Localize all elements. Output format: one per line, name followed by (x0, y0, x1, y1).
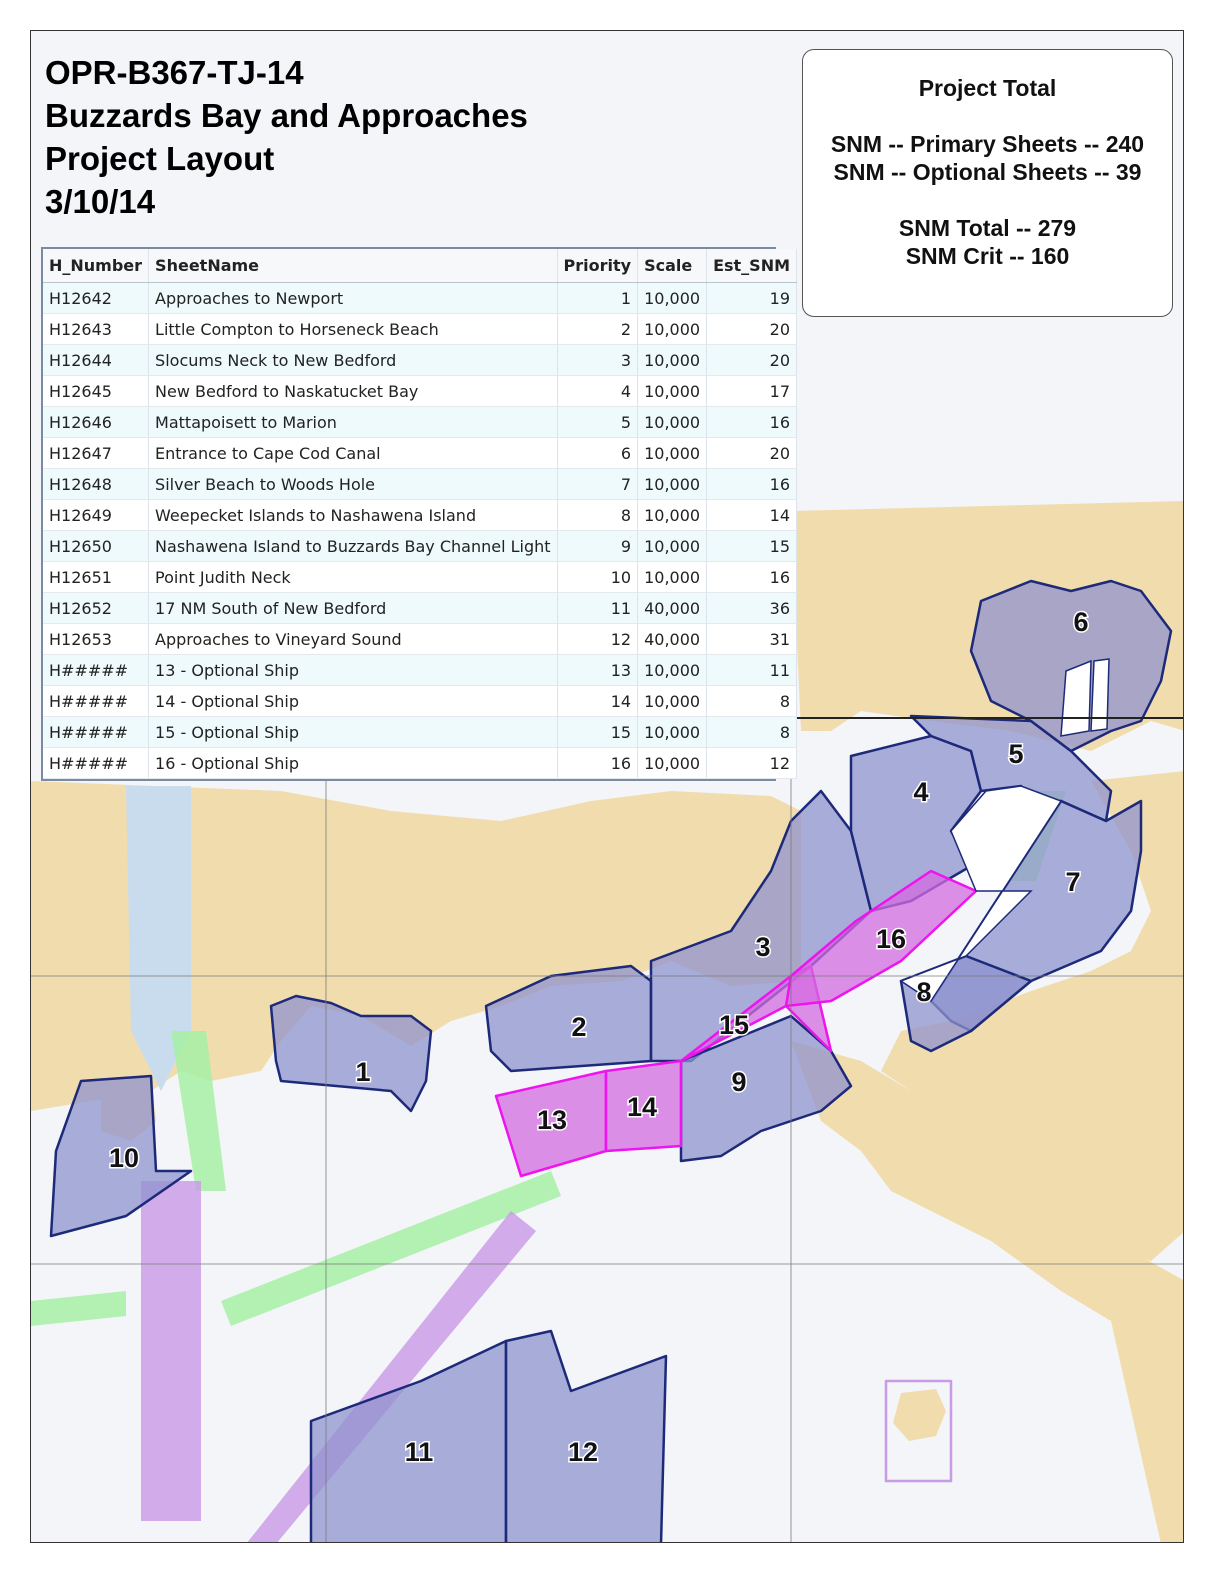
cell-h-number: H12652 (43, 593, 149, 624)
cell-priority: 8 (557, 500, 638, 531)
cell-est-snm: 31 (707, 624, 797, 655)
cell-priority: 16 (557, 748, 638, 779)
table-row (43, 500, 797, 531)
cell-priority: 12 (557, 624, 638, 655)
table-row (43, 469, 797, 500)
cell-scale: 10,000 (638, 314, 707, 345)
project-total-heading: Project Total (918, 75, 1057, 101)
cell-h-number: H12647 (43, 438, 149, 469)
cell-est-snm: 17 (707, 376, 797, 407)
table-row (43, 283, 797, 314)
cell-priority: 2 (557, 314, 638, 345)
col-h-number: H_Number (43, 249, 149, 283)
cell-sheet-name: Slocums Neck to New Bedford (149, 345, 557, 376)
cell-priority: 6 (557, 438, 638, 469)
cell-sheet-name: 16 - Optional Ship (149, 748, 557, 779)
cell-scale: 10,000 (638, 376, 707, 407)
sheet-label-15: 15 (718, 1010, 750, 1040)
cell-scale: 10,000 (638, 345, 707, 376)
cell-sheet-name: Point Judith Neck (149, 562, 557, 593)
title-project-name: Buzzards Bay and Approaches (45, 97, 528, 134)
cell-scale: 10,000 (638, 500, 707, 531)
excluded-block-a (1061, 661, 1091, 736)
cell-priority: 9 (557, 531, 638, 562)
sheet-label-14: 14 (626, 1092, 658, 1122)
cell-est-snm: 20 (707, 314, 797, 345)
table-row (43, 376, 797, 407)
table-row (43, 655, 797, 686)
cell-h-number: H##### (43, 655, 149, 686)
map-frame (30, 30, 1184, 1543)
sheet-label-7: 7 (1065, 867, 1081, 897)
table-row (43, 531, 797, 562)
table-row (43, 438, 797, 469)
snm-total: SNM Total -- 279 (898, 215, 1077, 241)
cell-sheet-name: 14 - Optional Ship (149, 686, 557, 717)
cell-est-snm: 36 (707, 593, 797, 624)
cell-sheet-name: New Bedford to Naskatucket Bay (149, 376, 557, 407)
cell-sheet-name: 15 - Optional Ship (149, 717, 557, 748)
sheet-label-13: 13 (536, 1105, 568, 1135)
cell-scale: 10,000 (638, 686, 707, 717)
cell-sheet-name: 13 - Optional Ship (149, 655, 557, 686)
cell-scale: 10,000 (638, 562, 707, 593)
cell-priority: 5 (557, 407, 638, 438)
table-row (43, 593, 797, 624)
table-row (43, 748, 797, 779)
cell-sheet-name: Approaches to Vineyard Sound (149, 624, 557, 655)
cell-h-number: H##### (43, 686, 149, 717)
cell-h-number: H12644 (43, 345, 149, 376)
title-block (45, 51, 528, 223)
cell-est-snm: 11 (707, 655, 797, 686)
sheet-label-6: 6 (1073, 607, 1089, 637)
table-row (43, 407, 797, 438)
cell-priority: 10 (557, 562, 638, 593)
cell-est-snm: 16 (707, 469, 797, 500)
cell-priority: 15 (557, 717, 638, 748)
cell-scale: 10,000 (638, 748, 707, 779)
sheets-table-panel (41, 247, 790, 781)
cell-sheet-name: Mattapoisett to Marion (149, 407, 557, 438)
cell-h-number: H12646 (43, 407, 149, 438)
sheet-label-11: 11 (404, 1437, 434, 1467)
col-priority: Priority (557, 249, 638, 283)
cell-est-snm: 14 (707, 500, 797, 531)
cell-est-snm: 12 (707, 748, 797, 779)
cell-est-snm: 16 (707, 562, 797, 593)
cell-est-snm: 19 (707, 283, 797, 314)
cell-sheet-name: Nashawena Island to Buzzards Bay Channel Light (149, 531, 557, 562)
cell-scale: 10,000 (638, 717, 707, 748)
cell-scale: 40,000 (638, 624, 707, 655)
cell-sheet-name: Silver Beach to Woods Hole (149, 469, 557, 500)
cell-est-snm: 8 (707, 717, 797, 748)
table-row (43, 314, 797, 345)
cell-h-number: H##### (43, 717, 149, 748)
cell-h-number: H12642 (43, 283, 149, 314)
cell-scale: 10,000 (638, 531, 707, 562)
cell-h-number: H12650 (43, 531, 149, 562)
cell-est-snm: 15 (707, 531, 797, 562)
cell-est-snm: 16 (707, 407, 797, 438)
cell-priority: 7 (557, 469, 638, 500)
table-row (43, 686, 797, 717)
title-project-code: OPR-B367-TJ-14 (45, 54, 304, 91)
sheet-label-9: 9 (731, 1067, 747, 1097)
col-scale: Scale (638, 249, 707, 283)
sheet-label-16: 16 (875, 924, 907, 954)
lane-purple-1 (141, 1181, 201, 1521)
table-row (43, 562, 797, 593)
excluded-block-b (1091, 659, 1109, 731)
project-total-box (802, 49, 1173, 317)
table-header-row (43, 249, 797, 283)
sheet-label-8: 8 (916, 977, 932, 1007)
cell-scale: 40,000 (638, 593, 707, 624)
cell-priority: 14 (557, 686, 638, 717)
cell-sheet-name: Weepecket Islands to Nashawena Island (149, 500, 557, 531)
cell-est-snm: 20 (707, 345, 797, 376)
title-date: 3/10/14 (45, 183, 156, 220)
snm-primary-sheets: SNM -- Primary Sheets -- 240 (830, 131, 1145, 157)
snm-optional-sheets: SNM -- Optional Sheets -- 39 (833, 159, 1142, 185)
title-layout: Project Layout (45, 140, 275, 177)
sheet-label-4: 4 (913, 777, 929, 807)
cell-scale: 10,000 (638, 407, 707, 438)
cell-scale: 10,000 (638, 469, 707, 500)
sheet-label-3: 3 (755, 932, 771, 962)
table-row (43, 345, 797, 376)
cell-h-number: H12645 (43, 376, 149, 407)
sheet-label-2: 2 (571, 1012, 587, 1042)
snm-crit: SNM Crit -- 160 (905, 243, 1070, 269)
cell-h-number: H12653 (43, 624, 149, 655)
sheets-table (43, 249, 797, 779)
cell-sheet-name: Approaches to Newport (149, 283, 557, 314)
cell-priority: 3 (557, 345, 638, 376)
cell-h-number: H12651 (43, 562, 149, 593)
sheet-label-1: 1 (355, 1057, 371, 1087)
cell-scale: 10,000 (638, 438, 707, 469)
cell-est-snm: 20 (707, 438, 797, 469)
sheet-label-5: 5 (1008, 739, 1024, 769)
cell-h-number: H12648 (43, 469, 149, 500)
cell-priority: 1 (557, 283, 638, 314)
col-sheet-name: SheetName (149, 249, 557, 283)
cell-priority: 13 (557, 655, 638, 686)
cell-h-number: H12643 (43, 314, 149, 345)
cell-sheet-name: Little Compton to Horseneck Beach (149, 314, 557, 345)
cell-priority: 11 (557, 593, 638, 624)
col-est-snm: Est_SNM (707, 249, 797, 283)
sheet-label-12: 12 (567, 1437, 599, 1467)
cell-h-number: H##### (43, 748, 149, 779)
table-row (43, 717, 797, 748)
cell-scale: 10,000 (638, 283, 707, 314)
sheet-label-10: 10 (108, 1143, 140, 1173)
cell-h-number: H12649 (43, 500, 149, 531)
cell-est-snm: 8 (707, 686, 797, 717)
cell-sheet-name: Entrance to Cape Cod Canal (149, 438, 557, 469)
cell-scale: 10,000 (638, 655, 707, 686)
table-row (43, 624, 797, 655)
table-body (43, 283, 797, 779)
cell-priority: 4 (557, 376, 638, 407)
cell-sheet-name: 17 NM South of New Bedford (149, 593, 557, 624)
